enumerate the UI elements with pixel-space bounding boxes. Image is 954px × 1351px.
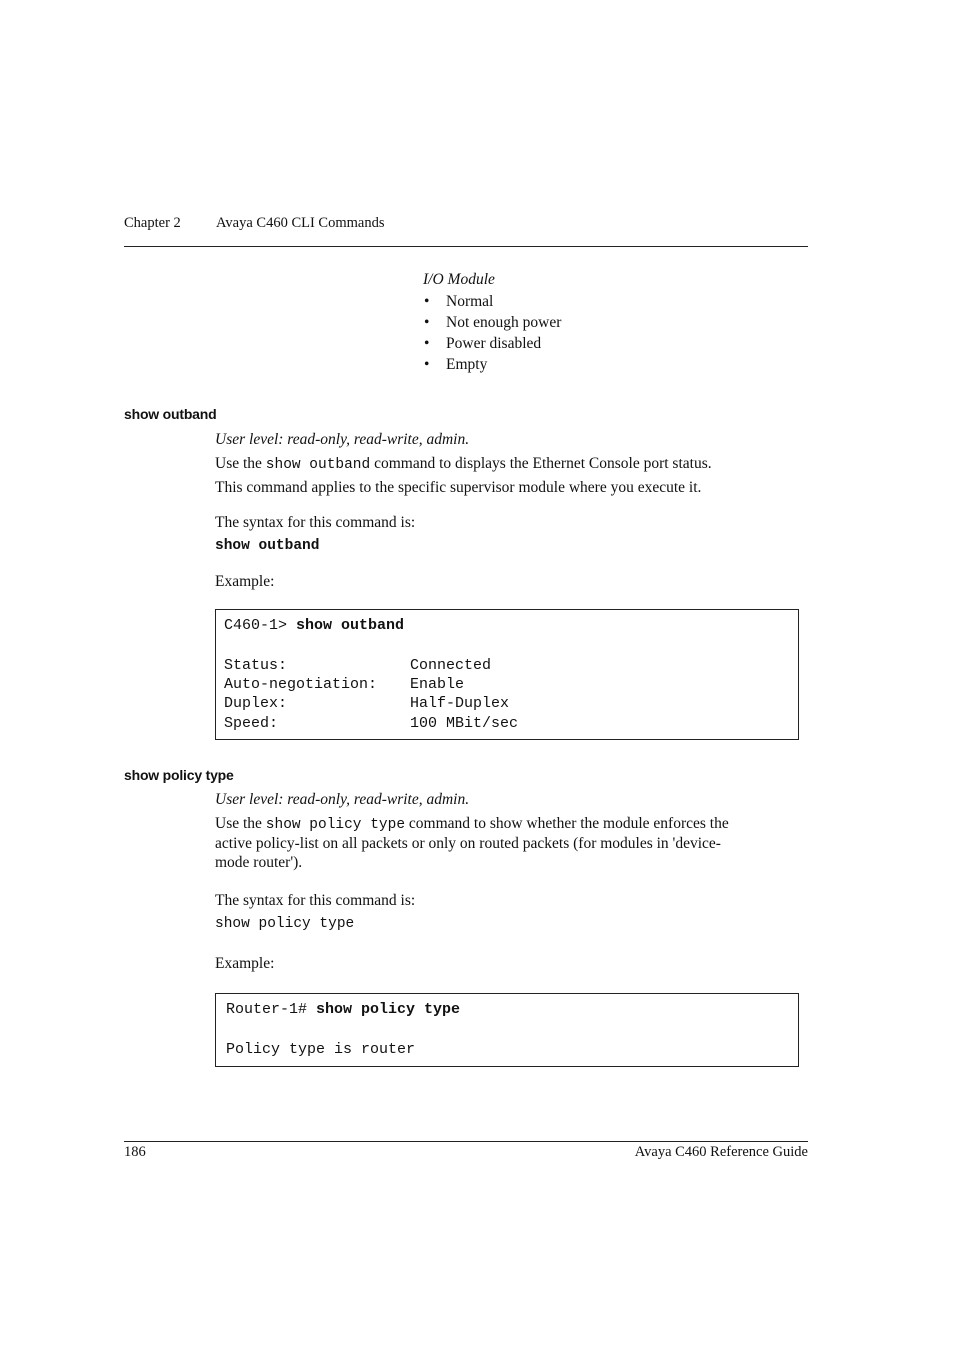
user-level-text: User level: read-only, read-write, admin. — [215, 791, 470, 808]
section-heading-policy: show policy type — [124, 767, 234, 783]
syntax-intro: The syntax for this command is: — [215, 514, 416, 531]
prompt: Router-1# — [226, 1001, 317, 1018]
syntax-command: show outband — [215, 538, 320, 554]
command: show outband — [296, 617, 405, 634]
desc-suffix: command to displays the Ethernet Console port status. — [370, 455, 712, 472]
page-number: 186 — [124, 1144, 146, 1160]
section-heading-outband: show outband — [124, 406, 217, 422]
list-item: • Empty — [423, 354, 561, 375]
chapter-label: Chapter 2 — [124, 215, 181, 231]
header-rule — [124, 246, 808, 247]
desc-suffix: command to show whether the module enforces the — [405, 815, 729, 832]
description-line-2: active policy-list on all packets or only on routed packets (for modules in 'device- — [215, 835, 721, 852]
running-header — [124, 215, 808, 235]
prompt: C460-1> — [224, 617, 297, 634]
footer-rule — [124, 1141, 808, 1142]
example-box-policy — [215, 993, 799, 1067]
output-key: Status: — [224, 657, 288, 674]
syntax-intro: The syntax for this command is: — [215, 892, 416, 909]
example-command-line — [224, 616, 404, 635]
desc-prefix: Use the — [215, 815, 266, 832]
output-value: Half-Duplex — [410, 695, 510, 712]
output-line: Policy type is router — [226, 1041, 416, 1058]
footer-title: Avaya C460 Reference Guide — [634, 1144, 808, 1160]
list-item: • Not enough power — [423, 312, 561, 333]
inline-code: show outband — [265, 457, 371, 473]
description-line-3: mode router'). — [215, 854, 303, 871]
output-key: Auto-negotiation: — [224, 676, 378, 693]
description-paragraph — [215, 454, 807, 476]
example-box-outband — [215, 609, 799, 740]
desc-prefix: Use the — [215, 455, 266, 472]
output-value: 100 MBit/sec — [410, 715, 519, 732]
output-key: Speed: — [224, 715, 279, 732]
example-command-line — [226, 1000, 460, 1019]
output-value: Enable — [410, 676, 465, 693]
example-label: Example: — [215, 573, 275, 590]
syntax-command: show policy type — [215, 916, 355, 932]
inline-code: show policy type — [265, 817, 406, 833]
io-module-label: I/O Module — [423, 271, 495, 288]
description-line-2: This command applies to the specific supervisor module where you execute it. — [215, 479, 702, 496]
list-item: • Power disabled — [423, 333, 561, 354]
io-module-list — [423, 291, 561, 375]
list-item: • Normal — [423, 291, 561, 312]
description-line-1 — [215, 814, 807, 836]
example-label: Example: — [215, 955, 275, 972]
output-value: Connected — [410, 657, 492, 674]
output-key: Duplex: — [224, 695, 288, 712]
command: show policy type — [316, 1001, 461, 1018]
user-level-text: User level: read-only, read-write, admin. — [215, 431, 470, 448]
chapter-title: Avaya C460 CLI Commands — [216, 215, 385, 231]
